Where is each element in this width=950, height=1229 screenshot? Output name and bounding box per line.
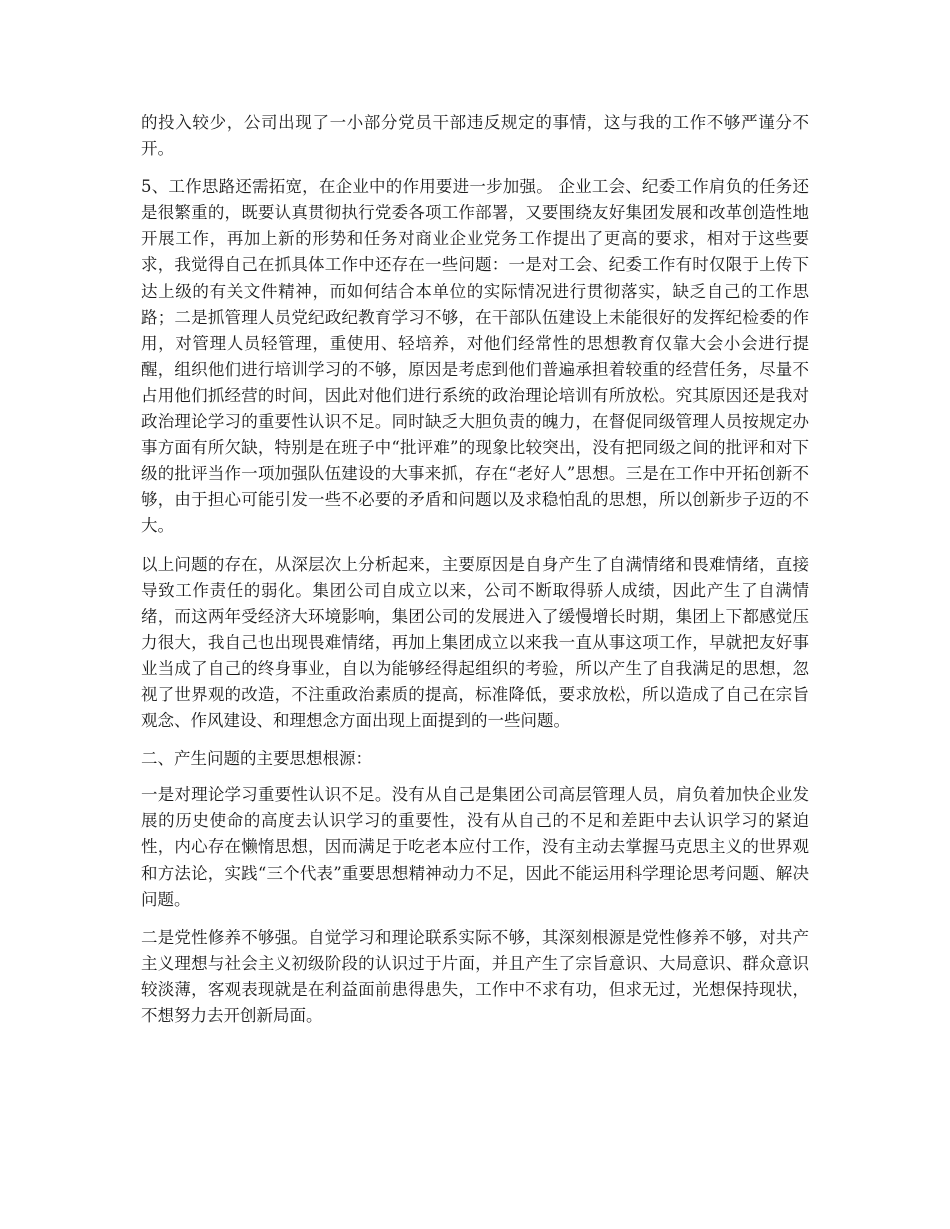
paragraph-party-cultivation: 二是党性修养不够强。自觉学习和理论联系实际不够，其深刻根源是党性修养不够，对共产主义理想与社会主义初级阶段的认识过于片面，并且产生了宗旨意识、大局意识、群众意识较淡薄，客观表现就是在利益面前患得患失，工作中不求有功，但求无过，光想保持现状，不想努力去开创新局面。 (141, 927, 809, 1025)
paragraph-theory-study: 一是对理论学习重要性认识不足。没有从自己是集团公司高层管理人员，肩负着加快企业发展的历史使命的高度去认识学习的重要性，没有从自己的不足和差距中去认识学习的紧迫性，内心存在懒惰思想，因而满足于吃老本应付工作，没有主动去掌握马克思主义的世界观和方法论，实践“三个代表”重要思想精神动力不足，因此不能运用科学理论思考问题、解决问题。 (141, 785, 809, 909)
section-heading: 二、产生问题的主要思想根源： (141, 749, 372, 769)
paragraph-root-cause-analysis: 以上问题的存在，从深层次上分析起来，主要原因是自身产生了自满情绪和畏难情绪，直接导致工作责任的弱化。集团公司自成立以来，公司不断取得骄人成绩，因此产生了自满情绪，而这两年受经济大环境影响，集团公司的发展进入了缓慢增长时期，集团上下都感觉压力很大，我自己也出现畏难情绪，再加上集团成立以来我一直从事这项工作，早就把友好事业当成了自己的终身事业，自以为能够经得起组织的考验，所以产生了自我满足的思想，忽视了世界观的改造，不注重政治素质的提高，标准降低，要求放松，所以造成了自己在宗旨观念、作风建设、和理想念方面出现上面提到的一些问题。 (141, 554, 809, 731)
paragraph-continuation: 的投入较少，公司出现了一小部分党员干部违反规定的事情，这与我的工作不够严谨分不开。 (141, 113, 809, 159)
paragraph-work-ideas: 5、工作思路还需拓宽，在企业中的作用要进一步加强。 企业工会、纪委工作肩负的任务还是很繁重的，既要认真贯彻执行党委各项工作部署，又要围绕友好集团发展和改革创造性地开展工作，再加上新的形势和任务对商业企业党务工作提出了更高的要求，相对于这些要求，我觉得自己在抓具体工作中还存在一些问题：一是对工会、纪委工作有时仅限于上传下达上级的有关文件精神，而如何结合本单位的实际情况进行贯彻落实，缺乏自己的工作思路；二是抓管理人员党纪政纪教育学习不够，在干部队伍建设上未能很好的发挥纪检委的作用，对管理人员轻管理，重使用、轻培养，对他们经常性的思想教育仅靠大会小会进行提醒，组织他们进行培训学习的不够，原因是考虑到他们普遍承担着较重的经营任务，尽量不占用他们抓经营的时间，因此对他们进行系统的政治理论培训有所放松。究其原因还是我对政治理论学习的重要性认识不足。同时缺乏大胆负责的魄力，在督促同级管理人员按规定办事方面有所欠缺，特别是在班子中“批评难”的现象比较突出，没有把同级之间的批评和对下级的批评当作一项加强队伍建设的大事来抓，存在“老好人”思想。三是在工作中开拓创新不够，由于担心可能引发一些不必要的矛盾和问题以及求稳怕乱的思想，所以创新步子迈的不大。 (141, 177, 809, 536)
document-body (141, 110, 809, 1041)
